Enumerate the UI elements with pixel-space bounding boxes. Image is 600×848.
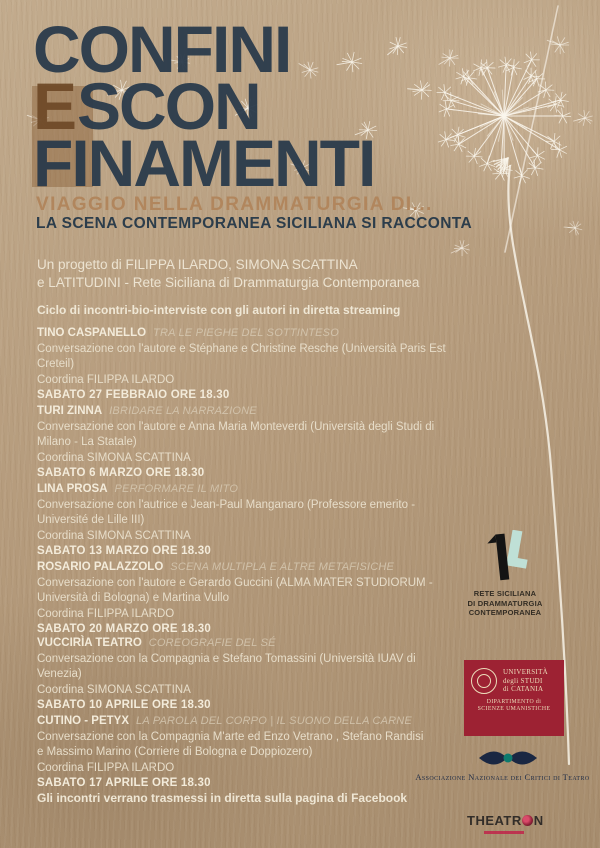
event-date: SABATO 6 MARZO ORE 18.30 [37, 467, 205, 479]
theatron-text: N [533, 813, 544, 828]
rete-line2: DI DRAMMATURGIA [467, 598, 543, 608]
event-coordinator: Coordina FILIPPA ILARDO [37, 761, 175, 774]
title-text: FINAMENTI [33, 126, 375, 200]
event-block-vucciria [37, 636, 467, 714]
unict-name [503, 668, 548, 694]
unict-seal-icon [471, 668, 497, 694]
event-date: SABATO 10 APRILE ORE 18.30 [37, 699, 211, 711]
project-credits-line1: Un progetto di FILIPPA ILARDO, SIMONA SCATTINA [37, 257, 358, 272]
poster-subtitle-journey: VIAGGIO NELLA DRAMMATURGIA DI... [36, 194, 433, 215]
event-author: TURI ZINNA [37, 405, 103, 417]
poster-subtitle-scene: LA SCENA CONTEMPORANEA SICILIANA SI RACCONTA [36, 215, 473, 232]
event-heading [37, 714, 467, 730]
event-description-line: Université de Lille III) [37, 514, 145, 526]
unict-name-line2: degli STUDI [503, 676, 543, 685]
event-heading [37, 404, 467, 420]
event-work-title: TRA LE PIEGHE DEL SOTTINTESO [153, 327, 339, 339]
event-coordinator: Coordina FILIPPA ILARDO [37, 373, 175, 386]
event-work-title: SCENA MULTIPLA E ALTRE METAFISICHE [170, 561, 395, 573]
event-description-line: Conversazione con l'autrice e Jean-Paul Manganaro (Professore emerito - [37, 498, 416, 511]
event-block-prosa [37, 482, 467, 560]
event-coordinator: Coordina SIMONA SCATTINA [37, 529, 191, 542]
theatron-text: THEATR [467, 813, 522, 828]
event-block-palazzolo [37, 560, 467, 638]
unict-header [464, 660, 564, 694]
event-description-line: Venezia) [37, 668, 82, 680]
unict-name-line1: UNIVERSITÀ [503, 668, 548, 677]
event-author: VUCCIRÌA TEATRO [37, 637, 142, 649]
event-block-cutino-petyx [37, 714, 467, 792]
event-author: TINO CASPANELLO [37, 327, 147, 339]
title-text: SCON [77, 69, 260, 143]
event-block-caspanello [37, 326, 467, 404]
theatron-logo [467, 813, 567, 828]
theatron-tagline [484, 831, 524, 834]
title-e-letter: E [33, 69, 76, 143]
event-author: ROSARIO PALAZZOLO [37, 561, 164, 573]
event-date: SABATO 20 MARZO ORE 18.30 [37, 623, 211, 635]
unict-department-logo [464, 660, 564, 736]
event-description-line: Conversazione con la Compagnia e Stefano Tomassini (Università IUAV di [37, 652, 416, 665]
event-block-zinna [37, 404, 467, 482]
event-work-title: COREOGRAFIE DEL SÉ [148, 637, 276, 649]
event-heading [37, 560, 467, 576]
event-description-line: Conversazione con l'autore e Anna Maria Monteverdi (Università degli Studi di [37, 420, 435, 433]
event-description-line: Milano - La Statale) [37, 436, 137, 448]
event-work-title: LA PAROLA DEL CORPO | IL SUONO DELLA CARNE [136, 715, 412, 727]
unict-name-line3: di CATANIA [503, 685, 544, 694]
poster-title-line-3 [33, 126, 375, 200]
event-date: SABATO 13 MARZO ORE 18.30 [37, 545, 211, 557]
event-heading [37, 636, 467, 652]
event-coordinator: Coordina FILIPPA ILARDO [37, 607, 175, 620]
event-author: CUTINO - PETYX [37, 715, 130, 727]
rete-siciliana-logo-icon [484, 530, 528, 588]
event-description-line: Conversazione con l'autore e Gerardo Guccini (ALMA MATER STUDIORUM - [37, 576, 433, 589]
event-description-line: Conversazione con l'autore e Stéphane e Christine Resche (Università Paris Est [37, 342, 446, 355]
rete-siciliana-logo-text [455, 589, 555, 618]
rete-line3: CONTEMPORANEA [468, 608, 542, 617]
project-credits-line2: e LATITUDINI - Rete Siciliana di Drammaturgia Contemporanea [37, 275, 420, 290]
event-description-line: e Massimo Marino (Corriere di Bologna e Doppiozero) [37, 746, 313, 758]
unict-dept-line1: DIPARTIMENTO di [486, 699, 542, 705]
theatron-o-icon [522, 815, 533, 826]
event-description-line: Conversazione con la Compagnia M'arte ed Enzo Vetrano , Stefano Randisi [37, 730, 424, 743]
event-date: SABATO 27 FEBBRAIO ORE 18.30 [37, 389, 230, 401]
event-work-title: PERFORMARE IL MITO [114, 483, 239, 495]
unict-dept-line2: SCIENZE UMANISTICHE [477, 706, 551, 712]
event-heading [37, 482, 467, 498]
unict-department [464, 699, 564, 713]
project-credits [37, 256, 419, 292]
event-author: LINA PROSA [37, 483, 108, 495]
event-description-line: Creteil) [37, 358, 75, 370]
event-description-line: Università di Bologna) e Martina Vullo [37, 592, 229, 604]
rete-line1: RETE SICILIANA [473, 589, 537, 598]
facebook-streaming-note: Gli incontri verrano trasmessi in diretta sulla pagina di Facebook [37, 791, 408, 805]
event-coordinator: Coordina SIMONA SCATTINA [37, 683, 191, 696]
series-intro: Ciclo di incontri-bio-interviste con gli autori in diretta streaming [37, 303, 401, 317]
event-heading [37, 326, 467, 342]
event-work-title: IBRIDARE LA NARRAZIONE [109, 405, 257, 417]
event-date: SABATO 17 APRILE ORE 18.30 [37, 777, 211, 789]
anct-logo-text: Associazione Nazionale dei Critici di Teatro [415, 772, 590, 782]
title-text: CONFINI [33, 12, 291, 86]
event-coordinator: Coordina SIMONA SCATTINA [37, 451, 191, 464]
anct-eye-logo-icon [478, 745, 538, 771]
